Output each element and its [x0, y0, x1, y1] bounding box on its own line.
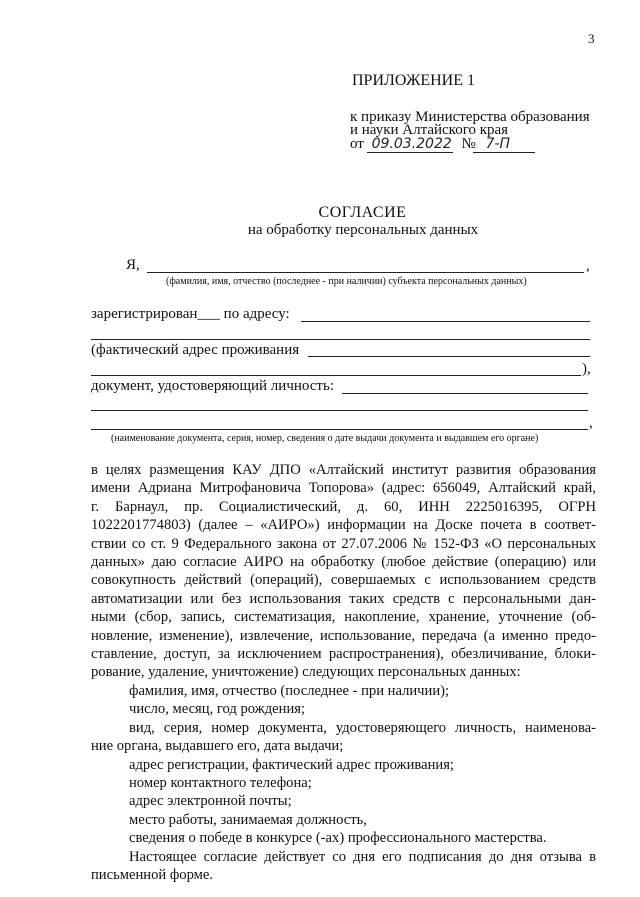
name-field-line[interactable] — [147, 272, 584, 273]
body-line: совокупность действий (операций), совершаемых с использованием средств — [91, 572, 596, 589]
document-line-comma: , — [589, 415, 593, 431]
body-line: имени Адриана Митрофановича Топорова» (адрес: 656049, Алтайский край, — [91, 480, 596, 497]
data-item: число, месяц, год рождения; — [129, 701, 306, 718]
body-line: в целях размещения КАУ ДПО «Алтайский институт развития образования — [91, 462, 596, 478]
data-item: адрес регистрации, фактический адрес проживания; — [129, 756, 454, 773]
document-title: СОГЛАСИЕ — [318, 204, 407, 221]
order-number-prefix: № — [461, 136, 476, 152]
document-caption: (наименование документа, серия, номер, сведения о дате выдачи документа и выдавшем его органе) — [111, 433, 539, 444]
name-caption: (фамилия, имя, отчество (последнее - при наличии) субъекта персональных данных) — [166, 276, 527, 287]
data-item: фамилия, имя, отчество (последнее - при наличии); — [129, 682, 450, 699]
order-number-underline — [473, 152, 535, 153]
registered-address-label: зарегистрирован___ по адресу: — [91, 306, 290, 322]
body-line: г. Барнаул, пр. Социалистический, д. 60, ИНН 2225016395, ОГРН — [91, 498, 596, 515]
actual-address-close: ), — [582, 361, 591, 377]
document-field-line-3[interactable] — [91, 429, 588, 430]
body-line: ными (сбор, запись, систематизация, накопление, хранение, уточнение (об- — [91, 609, 596, 626]
document-label: документ, удостоверяющий личность: — [91, 378, 334, 394]
body-line: рование, удаление, уничтожение) следующих персональных данных: — [91, 664, 521, 681]
body-line: автоматизации или без использования таких средств с персональными дан- — [91, 590, 596, 607]
body-line: ставление, доступ, за исключением распространения), обезличивание, блоки- — [91, 646, 596, 663]
actual-address-field-line-2[interactable] — [91, 375, 581, 376]
order-line-1: к приказу Министерства образования — [350, 109, 590, 125]
page-number: 3 — [588, 31, 595, 46]
data-item: номер контактного телефона; — [129, 774, 312, 791]
order-date-line — [350, 136, 510, 153]
validity-line-2: письменной форме. — [91, 866, 214, 883]
data-item: адрес электронной почты; — [129, 793, 292, 810]
data-item: место работы, занимаемая должность, — [129, 811, 367, 828]
document-subtitle: на обработку персональных данных — [247, 222, 479, 238]
document-field-line[interactable] — [342, 393, 588, 394]
body-line: 1022201774803) (далее – «АИРО») информации на Доске почета в соответ- — [91, 517, 596, 534]
name-line-comma: , — [586, 258, 590, 274]
consent-body — [91, 461, 596, 884]
order-date-underline — [367, 152, 453, 153]
validity-line-1: Настоящее согласие действует со дня его подписания до дня отзыва в — [129, 848, 596, 865]
order-line-2: и науки Алтайского края — [350, 122, 509, 138]
order-date-prefix: от — [350, 136, 364, 152]
data-item: сведения о победе в конкурсе (-ах) профессионального мастерства. — [129, 830, 547, 847]
order-date-handwritten: 09.03.2022 — [371, 136, 452, 152]
data-item: вид, серия, номер документа, удостоверяющего личность, наименова- — [129, 719, 596, 736]
appendix-heading: ПРИЛОЖЕНИЕ 1 — [352, 72, 476, 89]
body-line: ствии со ст. 9 Федерального закона от 27.07.2006 № 152-ФЗ «О персональных — [91, 535, 596, 552]
order-number-handwritten: 7-П — [485, 136, 511, 152]
data-item-continuation: ние органа, выдавшего его, дата выдачи; — [91, 738, 344, 755]
actual-address-field-line[interactable] — [308, 356, 590, 357]
registered-address-field-line[interactable] — [301, 321, 590, 322]
registered-address-field-line-2[interactable] — [91, 339, 590, 340]
document-field-line-2[interactable] — [91, 410, 588, 411]
body-line: данных» даю согласие АИРО на обработку (любое действие (операцию) или — [91, 554, 596, 571]
body-line: новление, изменение), извлечение, использование, передача (а именно предо- — [91, 627, 596, 644]
actual-address-label: (фактический адрес проживания — [91, 342, 300, 358]
ya-label: Я, — [126, 257, 140, 273]
